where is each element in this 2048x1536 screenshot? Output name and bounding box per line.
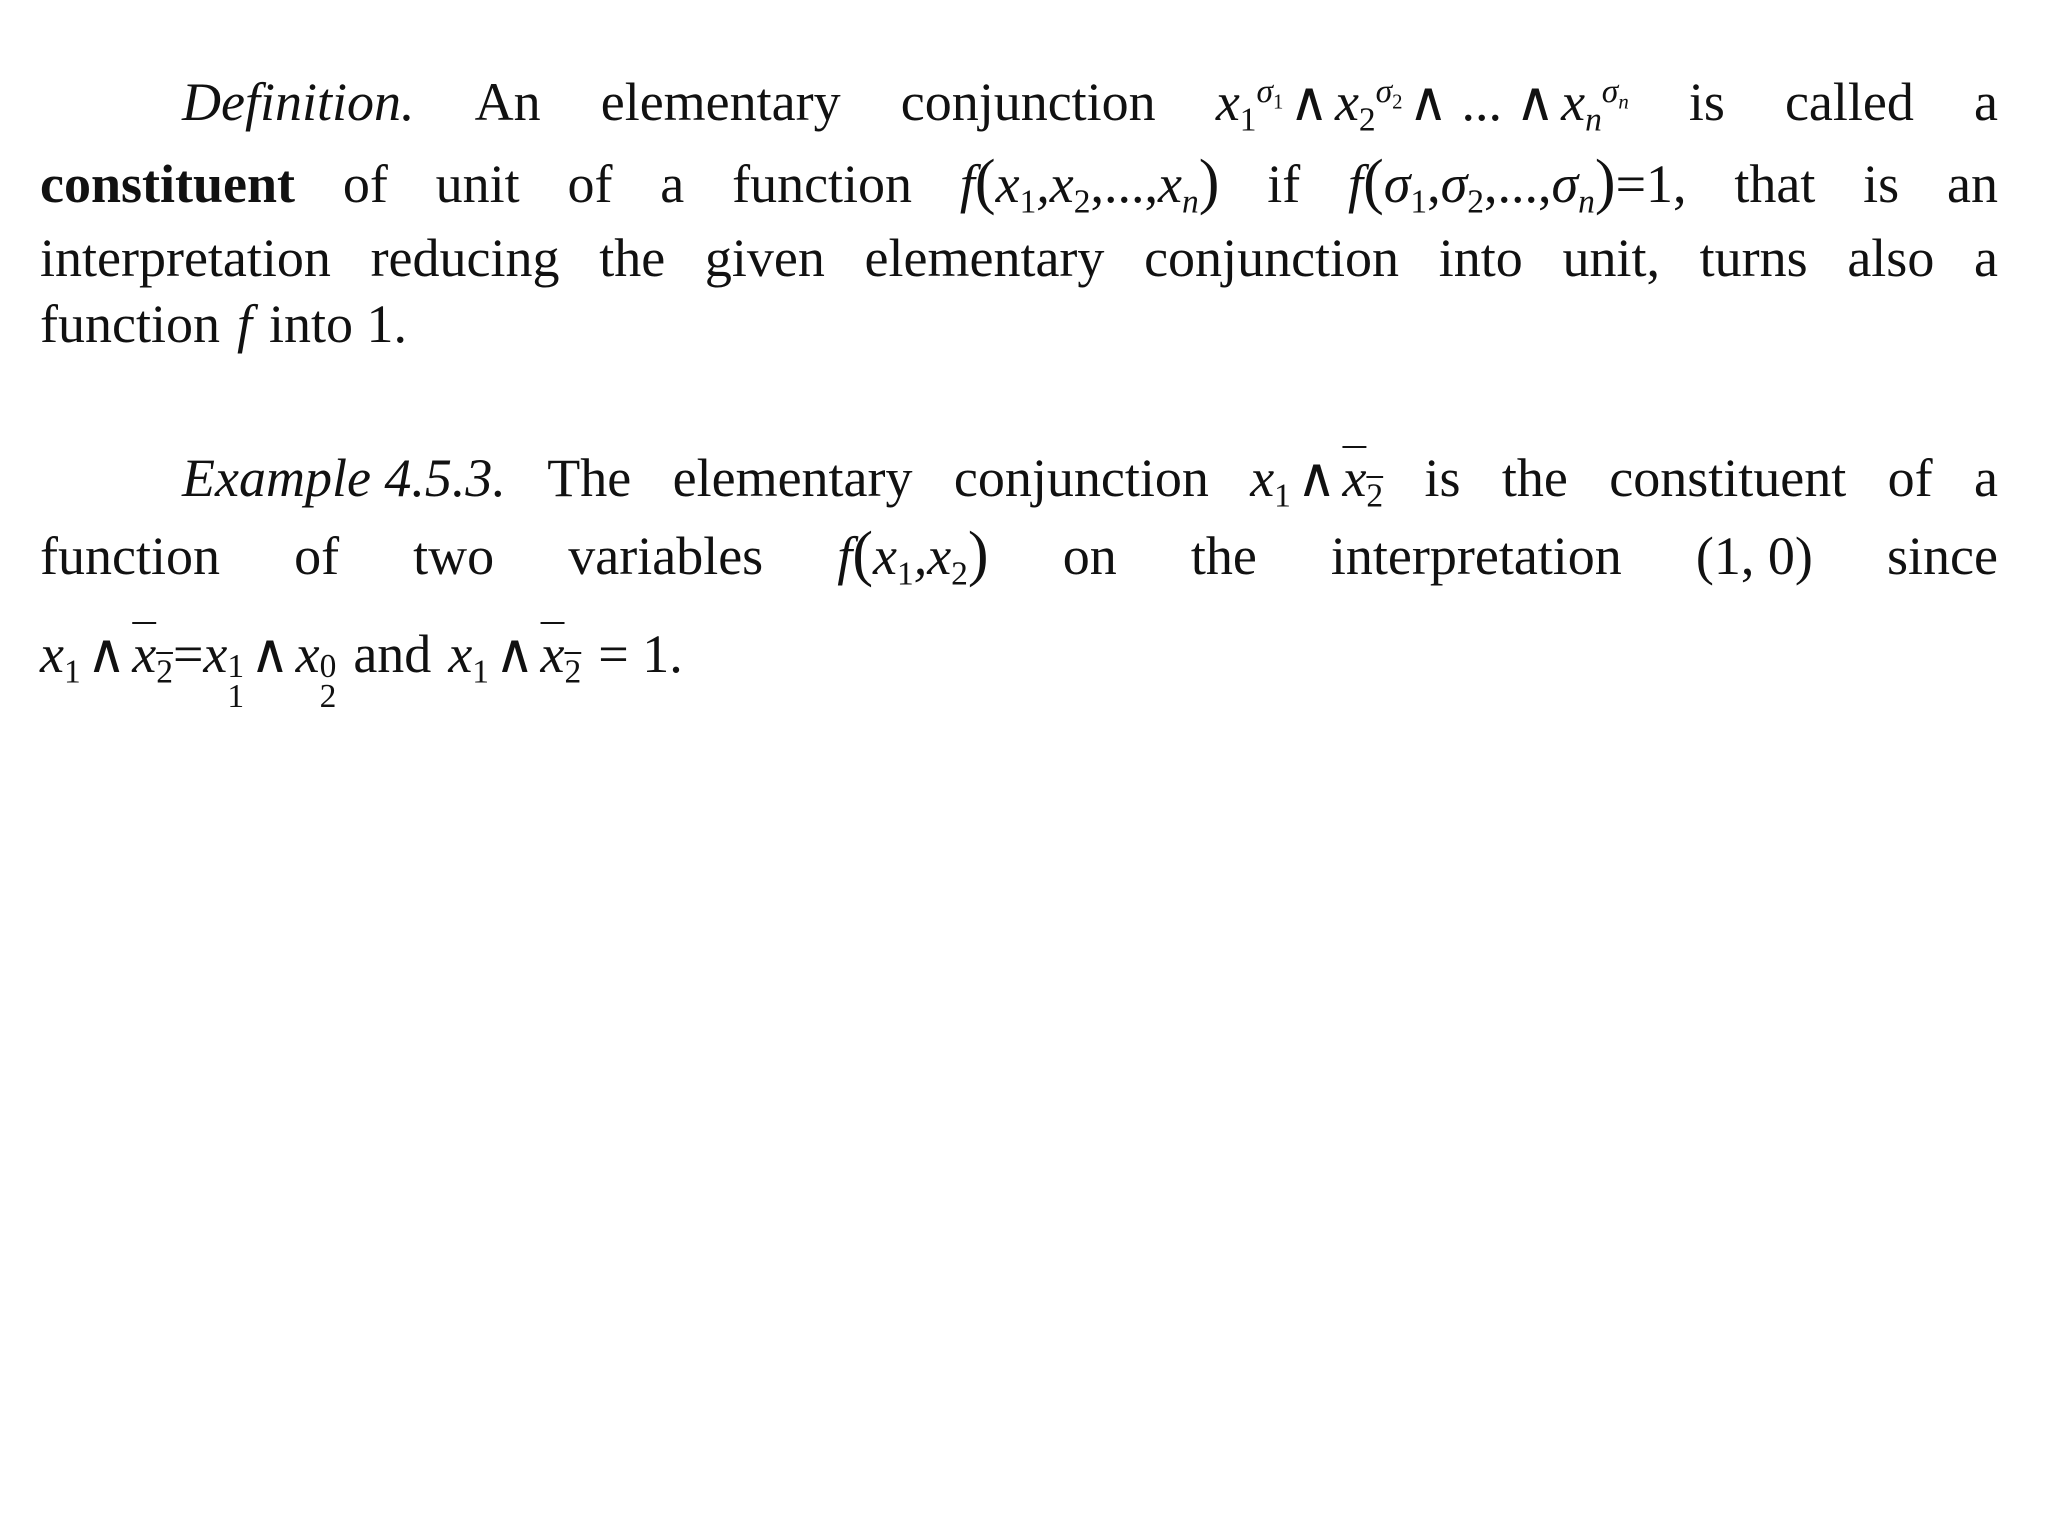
definition-label: Definition. (182, 72, 415, 132)
conjunction-equality-formula: $x_1$ ∧ $x_2=x$ 1 1 ∧ x 0 2 (40, 624, 337, 716)
word: a (1974, 72, 1998, 132)
word: of (294, 526, 340, 586)
word: the (599, 228, 666, 288)
word: given (704, 228, 825, 288)
function-formula: $f(x_1,x_2,...,x_n)$ (959, 148, 1220, 221)
word: elementary (672, 448, 913, 508)
elementary-conjunction-formula: $x_1^{\sigma_1}$ ∧ $x_2^{\sigma_2}$ ∧ ... ∧ $x_n^{\sigma_n}$ (1215, 72, 1629, 139)
word: elementary (864, 228, 1105, 288)
word: two (413, 526, 495, 586)
word: the (1190, 526, 1257, 586)
example-line-1 (40, 446, 1998, 515)
term-constituent: constituent (40, 154, 295, 214)
definition-line-1 (40, 70, 1998, 139)
word: conjunction (900, 72, 1156, 132)
word: variables (568, 526, 764, 586)
two-variable-function-formula: $f(x_1,x_2)$ (837, 520, 989, 593)
word: of (567, 154, 613, 214)
example-line-2 (40, 520, 1998, 593)
word: An (474, 72, 541, 132)
word: is (1863, 154, 1900, 214)
definition-line-3 (40, 226, 1998, 290)
word: The (547, 448, 632, 508)
word: conjunction (953, 448, 1209, 508)
word: conjunction (1144, 228, 1400, 288)
function-symbol: f (236, 294, 252, 354)
conjunction-value-formula: $x_1$ ∧ $x_2$ (448, 624, 582, 691)
example-conjunction-formula: $x_1$ ∧ $x_2$ (1250, 448, 1384, 515)
word: into (1438, 228, 1523, 288)
word: function (40, 294, 220, 354)
word: function (40, 526, 220, 586)
word: since (1886, 526, 1998, 586)
word: an (1947, 154, 1998, 214)
word: turns (1699, 228, 1808, 288)
word: function (732, 154, 913, 214)
word: elementary (600, 72, 841, 132)
word: a (1973, 448, 1998, 508)
interpretation-value: (1, 0) (1695, 526, 1813, 586)
equals-one: =1, (1615, 154, 1687, 214)
definition-line-2 (40, 148, 1998, 221)
word: constituent (1609, 448, 1847, 508)
example-label: Example 4.5.3. (182, 448, 506, 508)
word: and (353, 624, 432, 684)
word: interpretation (1330, 526, 1622, 586)
result-value: = 1. (598, 624, 683, 684)
word: unit, (1562, 228, 1660, 288)
example-line-3 (40, 622, 1998, 716)
word: interpretation (40, 228, 331, 288)
word: a (660, 154, 685, 214)
word: of (1887, 448, 1933, 508)
function-value-formula: $f(\sigma_1,\sigma_2,...,\sigma_n)=1$, (1348, 148, 1687, 221)
word: also (1847, 228, 1935, 288)
definition-line-4 (40, 292, 1998, 356)
word: unit (435, 154, 520, 214)
word: a (1974, 228, 1998, 288)
word: is (1424, 448, 1461, 508)
word: that (1734, 154, 1816, 214)
word: called (1784, 72, 1914, 132)
word: on (1062, 526, 1117, 586)
word: is (1688, 72, 1725, 132)
word: if (1267, 154, 1301, 214)
word: into 1. (268, 294, 407, 354)
word: of (342, 154, 388, 214)
word: reducing (370, 228, 560, 288)
word: the (1501, 448, 1568, 508)
